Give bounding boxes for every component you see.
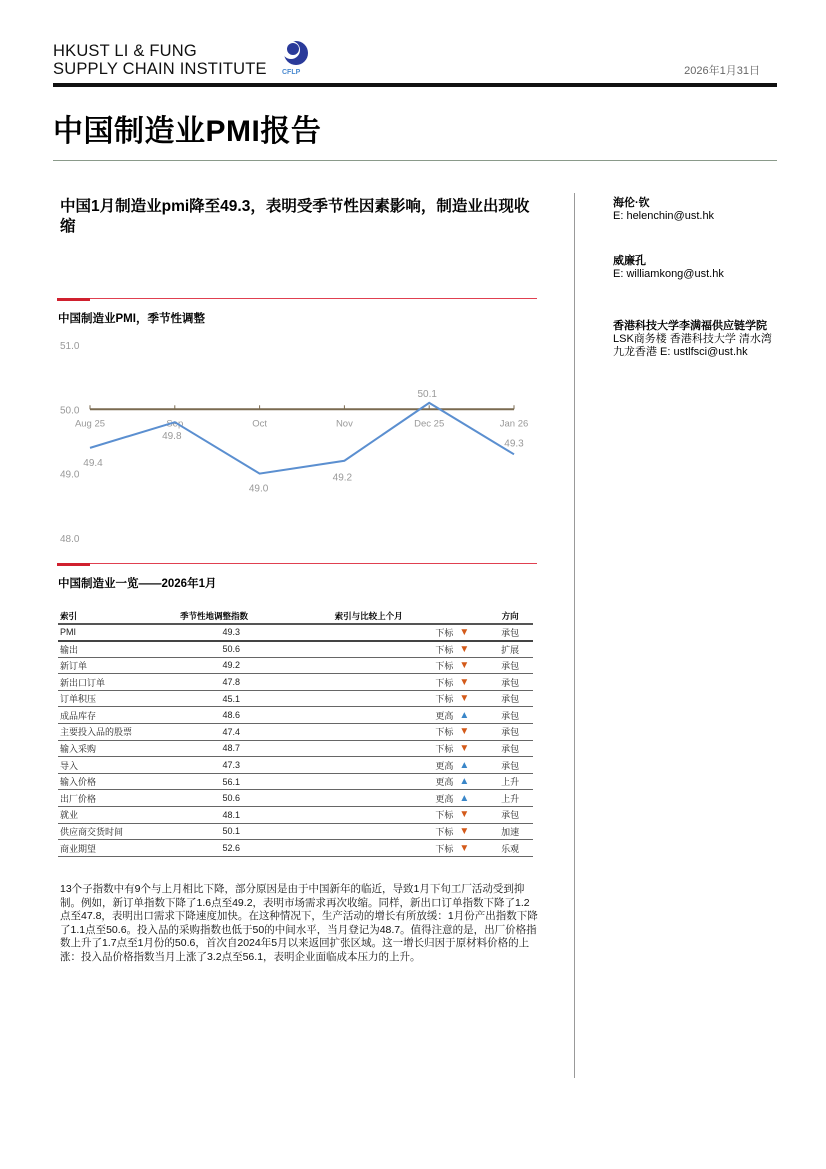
y-tick-label: 49.0: [60, 469, 80, 481]
pmi-series-line: [90, 403, 514, 474]
comparison: 下标: [250, 657, 457, 674]
y-tick-label: 51.0: [60, 341, 80, 352]
pmi-table: [58, 598, 533, 857]
title-divider: [53, 160, 777, 161]
comparison: 下标: [250, 840, 457, 857]
institute-name: [53, 42, 267, 78]
table-row: [58, 740, 533, 757]
contact-name: 威廉孔: [613, 255, 646, 267]
contact-email[interactable]: LSK商务楼 香港科技大学 清水湾九龙香港 E: ustlfsci@ust.hk: [613, 333, 772, 358]
contact-email[interactable]: E: williamkong@ust.hk: [613, 268, 724, 280]
triangle-down-icon: ▼: [457, 724, 487, 741]
data-label: 49.4: [83, 457, 103, 469]
index-value: 47.8: [178, 674, 250, 691]
direction: 扩展: [487, 641, 533, 658]
direction: 承包: [487, 724, 533, 741]
table-row: [58, 707, 533, 724]
direction: 承包: [487, 740, 533, 757]
data-label: 49.8: [162, 431, 182, 443]
index-name: 出厂价格: [58, 790, 178, 807]
index-name: 输入价格: [58, 773, 178, 790]
section-marker: [57, 563, 90, 566]
index-value: 47.3: [178, 757, 250, 774]
table-row: [58, 823, 533, 840]
index-value: 45.1: [178, 690, 250, 707]
contact-name: 海伦·钦: [613, 197, 650, 209]
comparison: 下标: [250, 624, 457, 641]
section-line: [57, 563, 537, 564]
contact-name: 香港科技大学李满福供应链学院: [613, 320, 767, 332]
index-value: 47.4: [178, 724, 250, 741]
chart-title: 中国制造业PMI，季节性调整: [58, 313, 205, 325]
org-line1: HKUST LI & FUNG: [53, 42, 197, 60]
index-value: 56.1: [178, 773, 250, 790]
data-label: 49.3: [504, 438, 524, 450]
index-name: 输入采购: [58, 740, 178, 757]
table-row: [58, 790, 533, 807]
table-row: [58, 624, 533, 641]
index-name: 输出: [58, 641, 178, 658]
org-line2: SUPPLY CHAIN INSTITUTE: [53, 60, 267, 78]
index-name: 订单积压: [58, 690, 178, 707]
triangle-up-icon: ▲: [457, 707, 487, 724]
table-row: [58, 641, 533, 658]
contact-2: [613, 255, 773, 281]
data-label: 49.2: [332, 472, 353, 484]
y-tick-label: 48.0: [60, 533, 80, 545]
direction: 乐观: [487, 840, 533, 857]
comparison: 下标: [250, 690, 457, 707]
index-name: 主要投入品的股票: [58, 724, 178, 741]
x-tick-label: Sep: [166, 418, 184, 430]
table-row: [58, 757, 533, 774]
contact-email[interactable]: E: helenchin@ust.hk: [613, 210, 715, 222]
index-value: 48.6: [178, 707, 250, 724]
table-row: [58, 657, 533, 674]
index-value: 49.3: [178, 624, 250, 641]
contact-1: [613, 197, 773, 223]
triangle-down-icon: ▼: [457, 624, 487, 641]
index-value: 50.6: [178, 790, 250, 807]
table-row: [58, 773, 533, 790]
comparison: 下标: [250, 641, 457, 658]
index-name: 就业: [58, 807, 178, 824]
col-header: 季节性地调整指数: [178, 598, 250, 624]
x-tick-label: Aug 25: [74, 418, 106, 430]
contact-3: [613, 320, 773, 359]
direction: 承包: [487, 624, 533, 641]
direction: 上升: [487, 790, 533, 807]
page-title: 中国制造业PMI报告: [53, 115, 322, 148]
table-row: [58, 840, 533, 857]
triangle-down-icon: ▼: [457, 740, 487, 757]
col-header: 方向: [487, 598, 533, 624]
table-row: [58, 690, 533, 707]
triangle-down-icon: ▼: [457, 657, 487, 674]
index-name: 新出口订单: [58, 674, 178, 691]
triangle-down-icon: ▼: [457, 823, 487, 840]
table-row: [58, 674, 533, 691]
logo-text: CFLP: [282, 69, 301, 76]
comparison: 下标: [250, 724, 457, 741]
index-value: 48.1: [178, 807, 250, 824]
section-marker: [57, 298, 90, 301]
report-date: 2026年1月31日: [684, 65, 760, 77]
triangle-up-icon: ▲: [457, 773, 487, 790]
direction: 承包: [487, 674, 533, 691]
direction: 承包: [487, 690, 533, 707]
x-tick-label: Oct: [252, 418, 267, 430]
direction: 上升: [487, 773, 533, 790]
index-name: 成品库存: [58, 707, 178, 724]
cflp-logo: [278, 40, 312, 76]
data-label: 50.1: [417, 388, 437, 400]
index-name: 导入: [58, 757, 178, 774]
direction: 承包: [487, 707, 533, 724]
comparison: 更高: [250, 773, 457, 790]
column-divider: [574, 193, 575, 1078]
section-line: [57, 298, 537, 299]
data-label: 49.0: [248, 483, 269, 495]
table-row: [58, 807, 533, 824]
index-name: 新订单: [58, 657, 178, 674]
summary-paragraph: 13个子指数中有9个与上月相比下降，部分原因是由于中国新年的临近，导致1月下旬工厂活动受到抑制。例如，新订单指数下降了1.6点至49.2，表明市场需求再次收缩。同样，新出口订单指数下降了1.2点至47.8，表明出口需求下降速度加快。在这种情况下，生产活动的增长有所放缓：1月份产出指数下降了1.1点至50.6。投入品的采购指数也低于50的中间水平，当月登记为48.7。值得注意的是，出厂价格指数上升了1.7点至1月份的50.6，首次自2024年5月以来返回扩张区域。这一增长归因于原材料价格的上涨：投入品价格指数当月上涨了3.2点至56.1，表明企业面临成本压力的上升。: [60, 883, 538, 963]
direction: 加速: [487, 823, 533, 840]
table-title: 中国制造业一览——2026年1月: [58, 578, 217, 590]
comparison: 下标: [250, 823, 457, 840]
comparison: 下标: [250, 740, 457, 757]
col-header: 索引与比较上个月: [250, 598, 487, 624]
index-name: PMI: [58, 624, 178, 641]
comparison: 更高: [250, 707, 457, 724]
comparison: 下标: [250, 674, 457, 691]
comparison: 下标: [250, 807, 457, 824]
col-header: 索引: [58, 598, 178, 624]
x-tick-label: Dec 25: [414, 418, 445, 430]
index-value: 49.2: [178, 657, 250, 674]
comparison: 更高: [250, 790, 457, 807]
x-tick-label: Jan 26: [499, 418, 529, 430]
triangle-up-icon: ▲: [457, 757, 487, 774]
triangle-down-icon: ▼: [457, 807, 487, 824]
direction: 承包: [487, 757, 533, 774]
direction: 承包: [487, 807, 533, 824]
index-name: 商业期望: [58, 840, 178, 857]
index-value: 50.6: [178, 641, 250, 658]
index-value: 52.6: [178, 840, 250, 857]
x-tick-label: Nov: [335, 418, 353, 430]
direction: 承包: [487, 657, 533, 674]
headline: 中国1月制造业pmi降至49.3，表明受季节性因素影响，制造业出现收缩: [60, 198, 530, 235]
triangle-down-icon: ▼: [457, 641, 487, 658]
triangle-down-icon: ▼: [457, 674, 487, 691]
pmi-line-chart: [50, 330, 540, 550]
triangle-down-icon: ▼: [457, 690, 487, 707]
comparison: 更高: [250, 757, 457, 774]
index-name: 供应商交货时间: [58, 823, 178, 840]
header-divider: [53, 83, 777, 87]
y-tick-label: 50.0: [60, 405, 80, 417]
table-row: [58, 724, 533, 741]
index-value: 50.1: [178, 823, 250, 840]
triangle-down-icon: ▼: [457, 840, 487, 857]
index-value: 48.7: [178, 740, 250, 757]
triangle-up-icon: ▲: [457, 790, 487, 807]
